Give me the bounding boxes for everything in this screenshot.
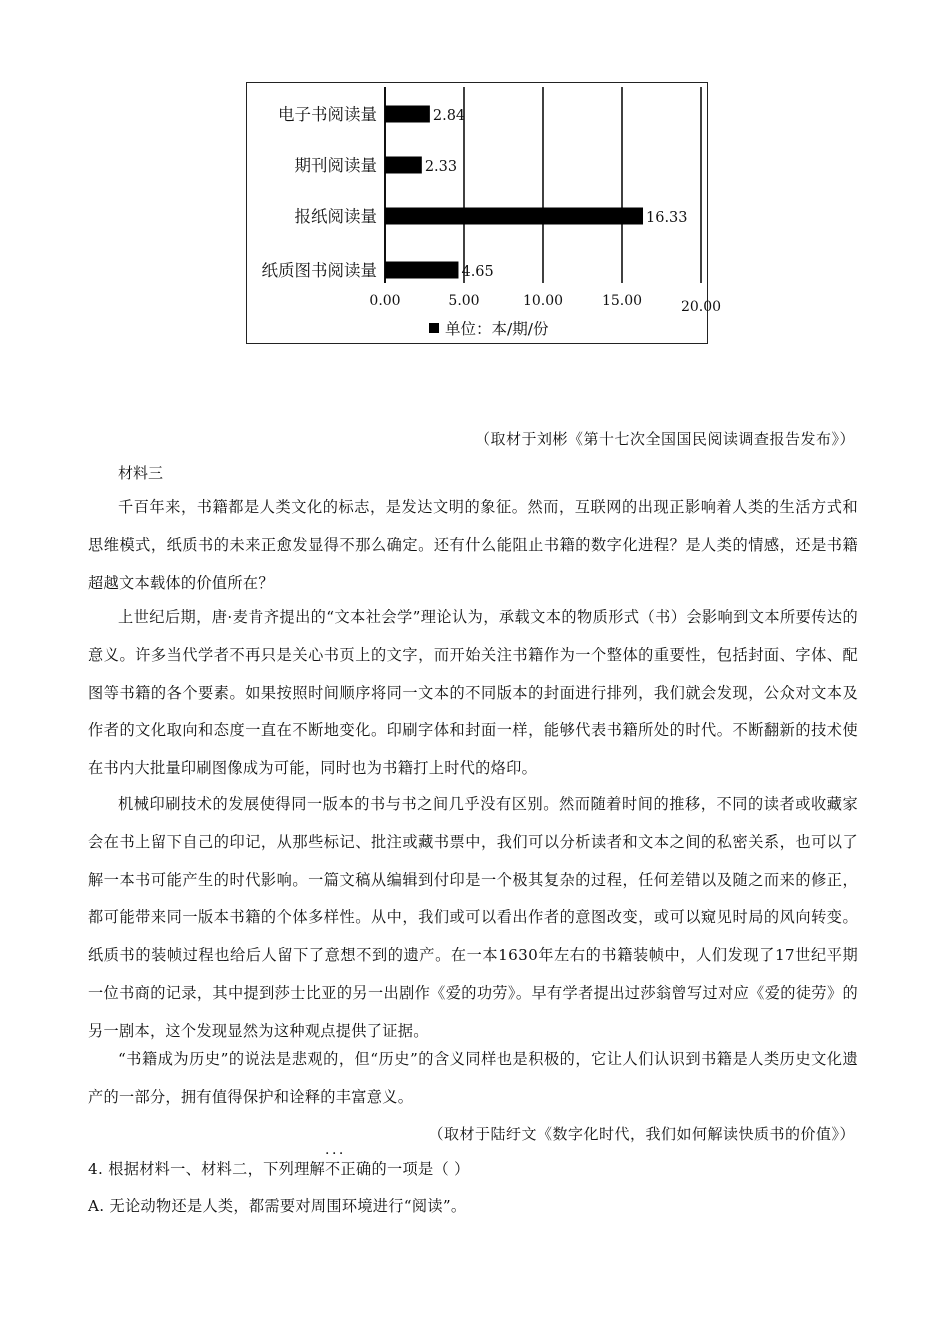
bar-value-label: 2.33 [424, 159, 458, 175]
category-label: 电子书阅读量 [278, 105, 377, 124]
question-4 [88, 1158, 470, 1179]
option-a: A. 无论动物还是人类，都需要对周围环境进行“阅读”。 [88, 1197, 467, 1215]
source-citation-2: （取材于陆纡文《数字化时代，我们如何解读快质书的价值》） [428, 1125, 855, 1143]
question-suffix: 的一项是（ ） [371, 1160, 470, 1178]
bar [385, 106, 430, 123]
x-tick-label: 20.00 [680, 299, 722, 315]
bar [385, 157, 422, 174]
legend-label: 单位：本/期/份 [445, 320, 549, 338]
category-label: 纸质图书阅读量 [261, 261, 377, 280]
x-tick-label: 5.00 [448, 293, 480, 309]
legend-swatch [429, 323, 439, 333]
category-label: 报纸阅读量 [294, 207, 377, 226]
bar [385, 208, 643, 225]
material3-heading: 材料三 [118, 464, 164, 482]
bar-value-label: 16.33 [646, 210, 688, 226]
paragraph-2: 上世纪后期，唐·麦肯齐提出的“文本社会学”理论认为，承载文本的物质形式（书）会影响到文本所要传达的意义。许多当代学者不再只是关心书页上的文字，而开始关注书籍作为一个整体的重要性，包括封面、字体、配图等书籍的各个要素。如果按照时间顺序将同一文本的不同版本的封面进行排列，我们就会发现，公众对文本及作者的文化取向和态度一直在不断地变化。印刷字体和封面一样，能够代表书籍所处的时代。不断翻新的技术使在书内大批量印刷图像成为可能，同时也为书籍打上时代的烙印。 [88, 608, 858, 778]
paragraph-4: “书籍成为历史”的说法是悲观的，但“历史”的含义同样也是积极的，它让人们认识到书籍是人类历史文化遗产的一部分，拥有值得保护和诠释的丰富意义。 [88, 1050, 858, 1106]
x-tick-label: 0.00 [369, 293, 401, 309]
source-citation-1: （取材于刘彬《第十七次全国国民阅读调查报告发布》） [474, 430, 855, 448]
chart-svg [247, 83, 722, 345]
question-emphasis: 不正确 · · · [325, 1160, 371, 1178]
paragraph-3: 机械印刷技术的发展使得同一版本的书与书之间几乎没有区别。然而随着时间的推移，不同的读者或收藏家会在书上留下自己的印记，从那些标记、批注或藏书票中，我们可以分析读者和文本之间的私密关系，也可以了解一本书可能产生的时代影响。一篇文稿从编辑到付印是一个极其复杂的过程，任何差错以及随之而来的修正，都可能带来同一版本书籍的个体多样性。从中，我们或可以看出作者的意图改变，或可以窥见时局的风向转变。纸质书的装帧过程也给后人留下了意想不到的遗产。在一本1630年左右的书籍装帧中，人们发现了17世纪平期一位书商的记录，其中提到莎士比亚的另一出剧作《爱的功劳》。早有学者提出过莎翁曾写过对应《爱的徒劳》的另一剧本，这个发现显然为这种观点提供了证据。 [88, 795, 858, 1040]
bar [385, 262, 458, 279]
x-tick-label: 10.00 [522, 293, 564, 309]
paragraph-1: 千百年来，书籍都是人类文化的标志，是发达文明的象征。然而，互联网的出现正影响着人类的生活方式和思维模式，纸质书的未来正愈发显得不那么确定。还有什么能阻止书籍的数字化进程？是人类的情感，还是书籍超越文本载体的价值所在？ [88, 498, 858, 592]
question-prefix: 4. 根据材料一、材料二，下列理解 [88, 1160, 326, 1178]
category-label: 期刊阅读量 [294, 156, 377, 175]
bar-value-label: 2.84 [432, 108, 466, 124]
bar-value-label: 4.65 [461, 264, 494, 280]
reading-bar-chart [246, 82, 722, 344]
x-tick-label: 15.00 [601, 293, 643, 309]
